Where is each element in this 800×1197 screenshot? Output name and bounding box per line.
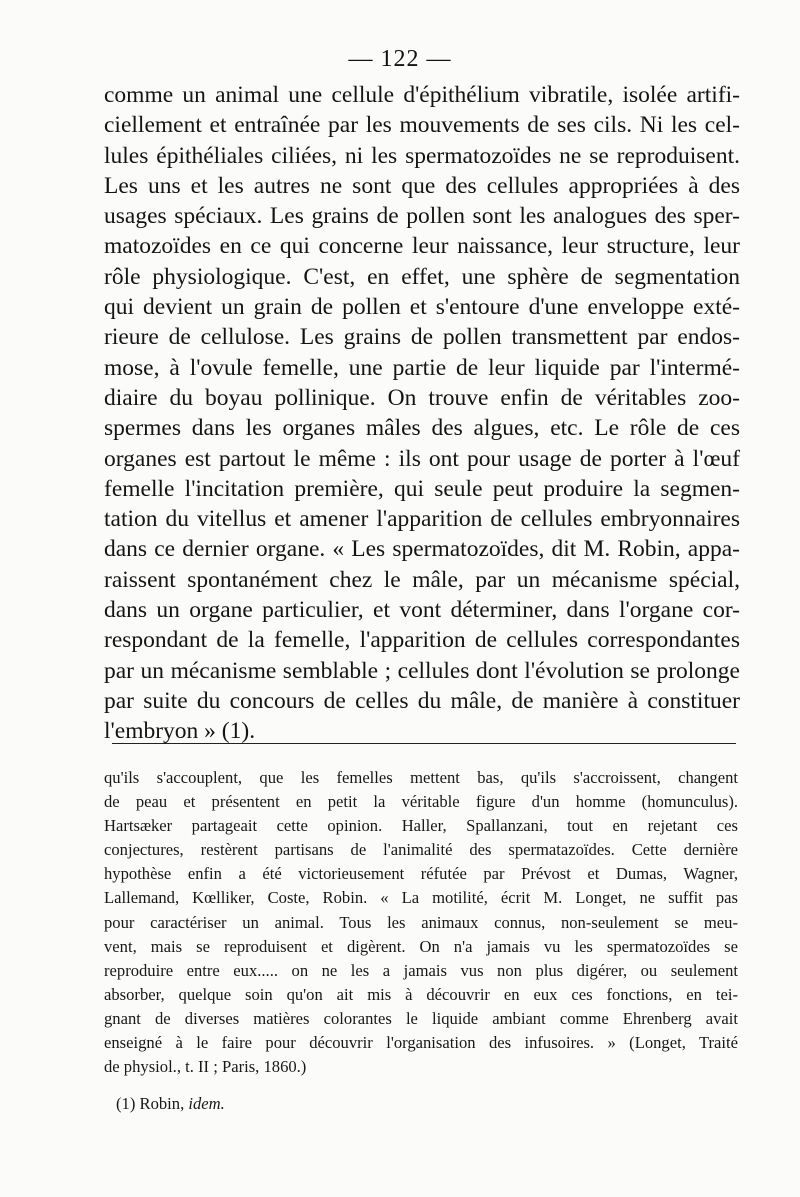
note-line: hypothèse enfin a été victorieusement réfutée par Prévost et Dumas, Wagner,: [104, 864, 738, 884]
page-number: — 122 —: [348, 46, 452, 72]
note-line: reproduire entre eux..... on ne les a jamais vus non plus digérer, ou seulement: [104, 960, 738, 980]
text-line: tation du vitellus et amener l'apparition de cellules embryonnaires: [104, 506, 740, 533]
text-line: dans un organe particulier, et vont déterminer, dans l'organe cor-: [104, 597, 740, 624]
text-line: l'embryon » (1).: [104, 718, 256, 745]
note-line: Hartsæker partageait cette opinion. Haller, Spallanzani, tout en rejetant ces: [104, 816, 738, 836]
note-line: qu'ils s'accouplent, que les femelles mettent bas, qu'ils s'accroissent, changent: [104, 768, 738, 787]
note-line: enseigné à le faire pour découvrir l'organisation des infusoires. » (Longet, Traité: [104, 1033, 738, 1053]
text-line: qui devient un grain de pollen et s'entoure d'une enveloppe exté-: [104, 294, 740, 321]
note-line: conjectures, restèrent partisans de l'animalité des spermatazoïdes. Cette dernière: [104, 840, 738, 860]
note-line: pour caractériser un animal. Tous les animaux connus, non-seulement se meu-: [104, 912, 738, 932]
continued-note: [104, 766, 738, 1079]
note-line: de peau et présentent en petit la véritable figure d'un homme (homunculus).: [104, 792, 738, 812]
text-line: usages spéciaux. Les grains de pollen sont les analogues des sper-: [104, 203, 740, 230]
text-line: rieure de cellulose. Les grains de pollen transmettent par endos-: [104, 324, 740, 351]
text-line: ciellement et entraînée par les mouvements de ses cils. Ni les cel-: [104, 112, 740, 139]
text-line: par un mécanisme semblable ; cellules dont l'évolution se prolonge: [104, 657, 740, 684]
text-line: femelle l'incitation première, qui seule peut produire la segmen-: [104, 475, 740, 502]
note-line: vent, mais se reproduisent et digèrent. On n'a jamais vu les spermatozoïdes se: [104, 936, 738, 956]
note-line: absorber, quelque soin qu'on ait mis à découvrir en eux ces fonctions, en tei-: [104, 984, 738, 1004]
note-line: gnant de diverses matières colorantes le liquide ambiant comme Ehrenberg avait: [104, 1008, 738, 1028]
text-line: comme un animal une cellule d'épithélium vibratile, isolée artifi-: [104, 82, 740, 108]
text-line: Les uns et les autres ne sont que des cellules appropriées à des: [104, 172, 740, 199]
footnote-label: (1) Robin,: [116, 1094, 185, 1113]
text-line: lules épithéliales ciliées, ni les spermatozoïdes ne se reproduisent.: [104, 142, 740, 169]
footnote-1: [116, 1092, 225, 1116]
text-line: par suite du concours de celles du mâle, de manière à constituer: [104, 687, 740, 714]
note-line: de physiol., t. II ; Paris, 1860.): [104, 1057, 307, 1077]
text-line: organes est partout le même : ils ont pour usage de porter à l'œuf: [104, 445, 740, 472]
footnote-reference: idem.: [188, 1094, 225, 1113]
text-line: respondant de la femelle, l'apparition de cellules correspondantes: [104, 627, 740, 654]
text-line: mose, à l'ovule femelle, une partie de leur liquide par l'intermé-: [104, 354, 740, 381]
text-line: spermes dans les organes mâles des algues, etc. Le rôle de ces: [104, 415, 740, 442]
text-line: diaire du boyau pollinique. On trouve enfin de véritables zoo-: [104, 384, 740, 411]
note-line: Lallemand, Kœlliker, Coste, Robin. « La motilité, écrit M. Longet, ne suffit pas: [104, 888, 738, 908]
text-line: raissent spontanément chez le mâle, par un mécanisme spécial,: [104, 566, 740, 593]
text-line: dans ce dernier organe. « Les spermatozoïdes, dit M. Robin, appa-: [104, 536, 740, 563]
text-line: rôle physiologique. C'est, en effet, une sphère de segmentation: [104, 263, 740, 290]
footnote-separator: [112, 743, 736, 744]
text-line: matozoïdes en ce qui concerne leur naissance, leur structure, leur: [104, 233, 740, 260]
main-text: [104, 80, 740, 747]
